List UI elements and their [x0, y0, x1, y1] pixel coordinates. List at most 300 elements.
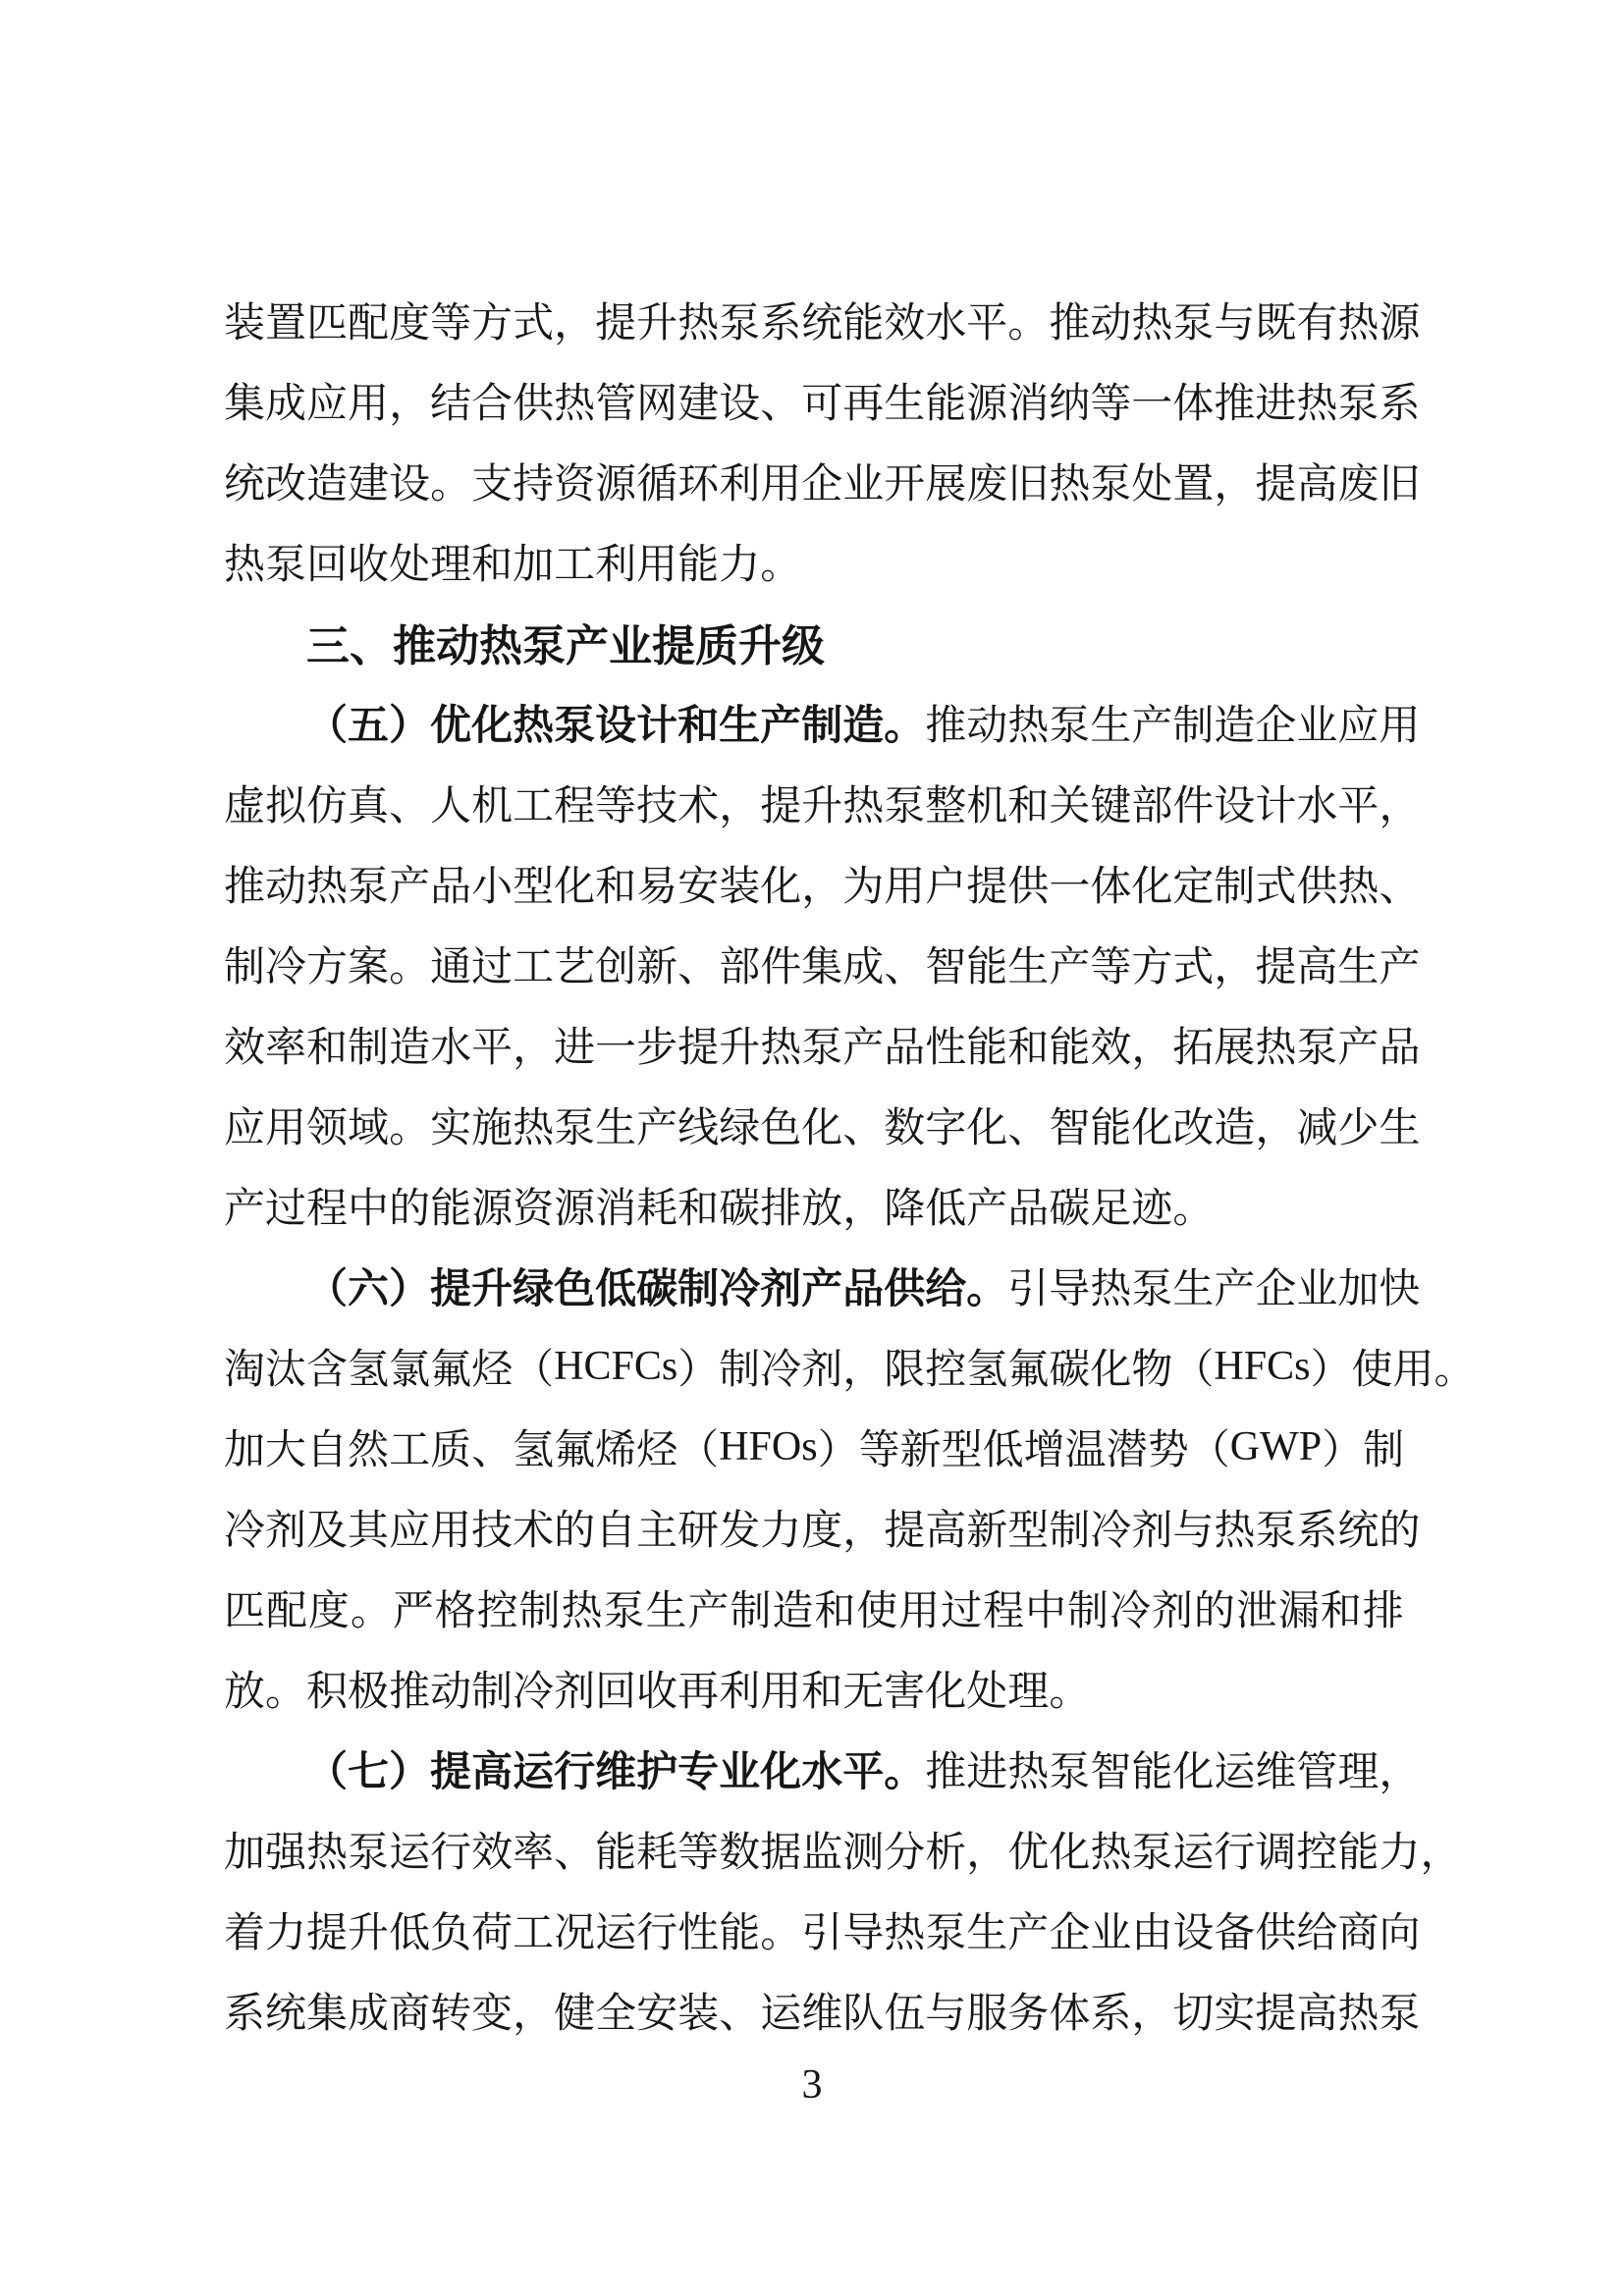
- text-run: 进: [966, 1750, 1008, 1795]
- text-run: 高: [1296, 462, 1338, 507]
- text-run: 化: [760, 865, 802, 910]
- text-run: ）: [389, 1750, 431, 1795]
- text-run: 监: [801, 1831, 843, 1876]
- text-run: 供: [1255, 1911, 1297, 1956]
- text-run: 消: [1007, 382, 1050, 427]
- text-run: 析: [925, 1831, 967, 1876]
- text-run: 推: [1049, 301, 1091, 347]
- text-run: 泵: [1049, 704, 1091, 749]
- text-run: 色: [760, 1106, 802, 1151]
- text-run: 统: [801, 301, 843, 347]
- text-run: 产: [1337, 1026, 1380, 1071]
- text-run: 造: [842, 704, 885, 749]
- text-run: 使: [1351, 1348, 1393, 1393]
- text-run: 式: [1255, 865, 1297, 910]
- text-run: 。: [389, 945, 431, 990]
- text-run: 新: [899, 1428, 942, 1473]
- text-run: 加: [1337, 1267, 1380, 1312]
- text-run: 工: [513, 784, 555, 829]
- text-run: 理: [1007, 1670, 1050, 1715]
- text-run: 力: [719, 543, 761, 588]
- text-run: 度: [389, 301, 431, 347]
- text-run: 展: [1214, 1026, 1256, 1071]
- text-run: 害: [884, 1670, 926, 1715]
- text-run: 工: [513, 1911, 555, 1956]
- text-run: 热: [306, 1831, 349, 1876]
- text-run: 成: [265, 382, 307, 427]
- text-run: 热: [1214, 1509, 1256, 1554]
- text-run: 格: [434, 1589, 476, 1634]
- text-run: 动: [966, 704, 1008, 749]
- text-run: 制: [677, 1267, 720, 1312]
- text-run: 关: [1049, 784, 1091, 829]
- text-run: 氢: [348, 1348, 390, 1393]
- text-run: 统: [1337, 1509, 1380, 1554]
- text-run: 碳: [636, 1267, 678, 1312]
- text-run: ，: [842, 1348, 885, 1393]
- text-run: ）: [389, 704, 431, 749]
- text-line: [224, 1085, 1421, 1165]
- text-run: 化: [554, 865, 596, 910]
- text-run: ）: [817, 1428, 859, 1473]
- text-run: 泵: [348, 865, 390, 910]
- text-run: 设: [719, 382, 761, 427]
- text-run: 用: [430, 1509, 472, 1554]
- text-run: 生: [719, 704, 761, 749]
- text-run: 通: [430, 945, 472, 990]
- text-run: 步: [636, 1026, 678, 1071]
- text-run: ，: [842, 1187, 885, 1232]
- text-run: 过: [941, 1589, 983, 1634]
- text-run: 主: [636, 1509, 678, 1554]
- text-run: 设: [389, 462, 431, 507]
- text-line: [224, 602, 1404, 682]
- text-run: 无: [842, 1670, 885, 1715]
- text-run: 域: [348, 1106, 390, 1151]
- text-run: 企: [1049, 1911, 1091, 1956]
- text-run: 氯: [389, 1348, 431, 1393]
- text-run: 烃: [471, 1348, 514, 1393]
- text-run: 力: [1379, 1831, 1421, 1876]
- text-run: 利: [719, 462, 761, 507]
- text-line: [224, 924, 1421, 1004]
- text-run: 低: [595, 1267, 637, 1312]
- text-run: 产: [687, 1589, 730, 1634]
- text-run: 提: [1255, 1992, 1297, 2037]
- text-run: 虚: [224, 784, 266, 829]
- text-run: 向: [1379, 1911, 1421, 1956]
- text-line: [224, 1246, 1421, 1326]
- text-run: ）: [1322, 1428, 1364, 1473]
- text-run: 。: [389, 1106, 431, 1151]
- text-run: 制: [1049, 1509, 1091, 1554]
- text-run: 热: [1090, 1267, 1132, 1312]
- text-run: 键: [1090, 784, 1132, 829]
- text-run: 制: [348, 1026, 390, 1071]
- text-run: 源: [554, 1187, 596, 1232]
- text-run: 升: [738, 622, 782, 670]
- text-run: 产: [1049, 945, 1091, 990]
- text-run: 件: [1172, 784, 1215, 829]
- text-run: 处: [1131, 462, 1173, 507]
- text-run: 行: [1214, 1831, 1256, 1876]
- text-run: 拓: [1172, 1026, 1215, 1071]
- text-run: 旧: [1379, 462, 1421, 507]
- text-run: 造: [1214, 704, 1256, 749]
- text-run: 产: [1379, 945, 1421, 990]
- text-run: 绿: [719, 1106, 761, 1151]
- text-run: （: [1188, 1428, 1230, 1473]
- text-run: 企: [801, 462, 843, 507]
- text-run: 用: [348, 382, 390, 427]
- text-run: 升: [719, 1026, 761, 1071]
- text-run: 热: [1007, 704, 1050, 749]
- text-run: 剂: [760, 1267, 802, 1312]
- text-run: 增: [1023, 1428, 1065, 1473]
- text-run: 统: [265, 1992, 307, 2037]
- text-run: 质: [695, 622, 738, 670]
- text-run: 动: [265, 865, 307, 910]
- text-run: 的: [1379, 1509, 1421, 1554]
- text-run: ，: [719, 784, 761, 829]
- text-run: 六: [348, 1267, 390, 1312]
- document-body: [224, 280, 1476, 2051]
- text-run: 制: [730, 1589, 772, 1634]
- text-run: 造: [389, 1026, 431, 1071]
- text-run: 力: [760, 1509, 802, 1554]
- text-run: 支: [471, 462, 514, 507]
- text-run: 方: [306, 945, 349, 990]
- text-run: 应: [306, 382, 349, 427]
- text-run: 生: [966, 1911, 1008, 1956]
- text-run: 能: [1131, 1750, 1173, 1795]
- text-run: 、: [884, 945, 926, 990]
- text-run: 耗: [636, 1831, 678, 1876]
- text-run: 放: [801, 1187, 843, 1232]
- text-run: 维: [801, 1992, 843, 2037]
- text-run: 动: [430, 1670, 472, 1715]
- text-run: 管: [1296, 1750, 1338, 1795]
- text-run: ，: [1255, 1106, 1297, 1151]
- text-run: 消: [595, 1187, 637, 1232]
- text-run: 化: [1049, 1831, 1091, 1876]
- text-run: 。: [966, 1267, 1008, 1312]
- text-run: 优: [1007, 1831, 1050, 1876]
- text-run: 给: [1296, 1911, 1338, 1956]
- text-run: 导: [1049, 1267, 1091, 1312]
- text-run: 源: [1379, 301, 1421, 347]
- text-run: 控: [476, 1589, 518, 1634]
- text-run: 。: [1007, 301, 1050, 347]
- text-run: 队: [842, 1992, 885, 2037]
- text-run: 等: [858, 1428, 900, 1473]
- text-run: 型: [941, 1428, 983, 1473]
- text-line: [224, 843, 1421, 924]
- text-run: 排: [1362, 1589, 1404, 1634]
- text-run: 冷: [513, 1670, 555, 1715]
- paragraph: [224, 1246, 1476, 1729]
- text-run: 率: [265, 1026, 307, 1071]
- text-run: 拟: [265, 784, 307, 829]
- text-run: 用: [884, 865, 926, 910]
- text-run: 匹: [224, 1589, 266, 1634]
- text-run: 能: [719, 1911, 761, 1956]
- text-run: 限: [884, 1348, 926, 1393]
- text-run: 业: [1090, 1911, 1132, 1956]
- text-run: 能: [1337, 1831, 1380, 1876]
- text-run: 再: [677, 1670, 720, 1715]
- text-run: 五: [348, 704, 390, 749]
- text-run: 专: [677, 1750, 720, 1795]
- text-run: 品: [1379, 1026, 1421, 1071]
- text-run: 回: [595, 1670, 637, 1715]
- text-run: 置: [1172, 462, 1215, 507]
- text-run: 品: [1007, 1187, 1050, 1232]
- text-run: 成: [348, 1992, 390, 2037]
- text-run: 建: [348, 462, 390, 507]
- text-run: 利: [595, 543, 637, 588]
- text-run: 设: [595, 704, 637, 749]
- text-run: 热: [561, 1589, 603, 1634]
- text-run: 务: [1007, 1992, 1050, 2037]
- text-run: 三: [306, 622, 350, 670]
- text-run: 泵: [1131, 1267, 1173, 1312]
- text-run: 热: [513, 1106, 555, 1151]
- text-run: 制: [1363, 1428, 1405, 1473]
- text-run: 业: [719, 1750, 761, 1795]
- text-run: 热: [1131, 301, 1173, 347]
- text-run: 可: [801, 382, 843, 427]
- text-run: 用: [1392, 1348, 1435, 1393]
- text-run: 安: [677, 865, 720, 910]
- text-run: 能: [925, 382, 967, 427]
- text-run: 势: [1147, 1428, 1189, 1473]
- text-run: 进: [1255, 382, 1297, 427]
- text-run: 业: [609, 622, 652, 670]
- text-run: 性: [677, 1911, 720, 1956]
- text-run: 剂: [554, 1670, 596, 1715]
- paragraph: [224, 682, 1421, 1246]
- text-run: 、: [350, 622, 393, 670]
- text-run: 着: [224, 1911, 266, 1956]
- text-run: 化: [1090, 1348, 1132, 1393]
- text-run: ）: [1310, 1348, 1352, 1393]
- text-run: 应: [389, 1509, 431, 1554]
- text-run: HFOs: [719, 1424, 818, 1469]
- text-run: 能: [966, 1026, 1008, 1071]
- text-run: 供: [1296, 865, 1338, 910]
- text-run: 改: [1172, 1106, 1215, 1151]
- text-run: 纳: [1049, 382, 1091, 427]
- text-run: 制: [518, 1589, 561, 1634]
- text-run: 用: [898, 1589, 941, 1634]
- text-run: 、: [1379, 865, 1421, 910]
- text-run: 升: [801, 784, 843, 829]
- text-run: （: [306, 704, 349, 749]
- text-run: 化: [925, 1670, 967, 1715]
- text-line: [224, 360, 1421, 441]
- text-run: 应: [224, 1106, 266, 1151]
- text-run: 剂: [265, 1509, 307, 1554]
- text-run: 化: [471, 704, 514, 749]
- text-run: 热: [1337, 865, 1380, 910]
- text-run: 废: [1337, 462, 1380, 507]
- text-run: 加: [224, 1831, 266, 1876]
- text-run: 制: [1067, 1589, 1110, 1634]
- text-line: [224, 1487, 1421, 1568]
- text-run: 泵: [1337, 382, 1380, 427]
- text-run: 业: [1296, 704, 1338, 749]
- text-run: 加: [513, 543, 555, 588]
- text-run: 一: [1131, 382, 1173, 427]
- text-run: 剂: [801, 1348, 843, 1393]
- text-run: 。: [760, 1911, 802, 1956]
- text-run: 和: [1007, 1026, 1050, 1071]
- text-run: 。: [884, 1750, 926, 1795]
- text-run: 严: [392, 1589, 434, 1634]
- text-run: 数: [884, 1106, 926, 1151]
- text-run: 与: [1172, 1509, 1215, 1554]
- text-run: （: [513, 1348, 555, 1393]
- text-run: 和: [471, 543, 514, 588]
- text-run: （: [677, 1428, 720, 1473]
- text-run: 行: [636, 1911, 678, 1956]
- text-run: 汰: [265, 1348, 307, 1393]
- text-run: 和: [801, 1670, 843, 1715]
- text-run: 制: [719, 1348, 761, 1393]
- text-run: 提: [1255, 462, 1297, 507]
- text-run: 能: [677, 543, 720, 588]
- text-run: 泵: [1379, 1992, 1421, 2037]
- text-run: 力: [265, 1911, 307, 1956]
- text-run: 方: [471, 301, 514, 347]
- text-run: 置: [265, 301, 307, 347]
- text-run: 应: [1337, 704, 1380, 749]
- text-run: 热: [760, 1026, 802, 1071]
- text-run: 产: [966, 1187, 1008, 1232]
- text-run: 氟: [430, 1348, 472, 1393]
- text-run: 优: [430, 704, 472, 749]
- text-run: 化: [1131, 1106, 1173, 1151]
- text-run: 实: [430, 1106, 472, 1151]
- text-run: 低: [389, 1911, 431, 1956]
- text-run: 过: [265, 1187, 307, 1232]
- text-run: 负: [430, 1911, 472, 1956]
- text-run: 泵: [554, 1106, 596, 1151]
- text-run: 提: [677, 1026, 720, 1071]
- text-run: 。: [350, 1589, 392, 1634]
- text-run: 产: [842, 1026, 885, 1071]
- text-run: 生: [1337, 945, 1380, 990]
- text-run: ，: [1420, 1831, 1462, 1876]
- text-run: 提: [1255, 945, 1297, 990]
- text-run: 管: [595, 382, 637, 427]
- text-run: 升: [348, 1911, 390, 1956]
- text-run: 型: [513, 865, 555, 910]
- text-run: 全: [595, 1992, 637, 2037]
- text-run: 与: [925, 1992, 967, 2037]
- text-run: 强: [265, 1831, 307, 1876]
- text-run: 提: [884, 1509, 926, 1554]
- text-run: 冷: [224, 1509, 266, 1554]
- text-run: 热: [884, 1911, 926, 1956]
- text-run: 据: [760, 1831, 802, 1876]
- text-run: 智: [925, 945, 967, 990]
- text-run: 切: [1172, 1992, 1215, 2037]
- text-run: 泵: [801, 1026, 843, 1071]
- text-run: 户: [925, 865, 967, 910]
- text-run: 和: [1320, 1589, 1362, 1634]
- text-run: 程: [554, 784, 596, 829]
- text-run: 泵: [1296, 1026, 1338, 1071]
- text-run: 七: [348, 1750, 390, 1795]
- text-run: 新: [966, 1509, 1008, 1554]
- text-run: 运: [513, 1750, 555, 1795]
- text-run: 处: [389, 543, 431, 588]
- text-run: 用: [760, 1670, 802, 1715]
- text-run: 。: [1172, 1187, 1215, 1232]
- text-run: 的: [389, 1187, 431, 1232]
- text-run: 生: [645, 1589, 687, 1634]
- text-run: 产: [224, 1187, 266, 1232]
- text-run: ）: [389, 1267, 431, 1312]
- text-run: 给: [925, 1267, 967, 1312]
- text-run: 平: [471, 1026, 514, 1071]
- text-run: 合: [471, 382, 514, 427]
- text-run: 持: [513, 462, 555, 507]
- text-run: 计: [1255, 784, 1297, 829]
- text-run: 设: [1214, 784, 1256, 829]
- text-run: 集: [801, 945, 843, 990]
- text-run: 。: [1434, 1348, 1476, 1393]
- text-run: 热: [1255, 1026, 1297, 1071]
- text-run: 维: [1255, 1750, 1297, 1795]
- text-run: 提: [760, 784, 802, 829]
- text-run: 品: [884, 1026, 926, 1071]
- text-run: 循: [636, 462, 678, 507]
- text-run: 利: [719, 1670, 761, 1715]
- text-run: 一: [1049, 865, 1091, 910]
- text-run: 理: [1337, 1750, 1380, 1795]
- text-line: [224, 682, 1421, 763]
- text-run: 的: [554, 1509, 596, 1554]
- text-run: 新: [636, 945, 678, 990]
- text-run: 中: [348, 1187, 390, 1232]
- text-run: 网: [636, 382, 678, 427]
- text-run: 统: [224, 462, 266, 507]
- text-run: ，: [1131, 1992, 1173, 2037]
- text-run: 推: [389, 1670, 431, 1715]
- text-run: 等: [595, 784, 637, 829]
- text-run: 数: [719, 1831, 761, 1876]
- text-run: 推: [1214, 382, 1256, 427]
- text-run: 源: [471, 1187, 514, 1232]
- text-run: 智: [1090, 1750, 1132, 1795]
- text-run: 烃: [636, 1428, 678, 1473]
- text-run: 等: [677, 1831, 720, 1876]
- text-run: 伍: [884, 1992, 926, 2037]
- text-run: 系: [1296, 1509, 1338, 1554]
- text-run: 泵: [265, 543, 307, 588]
- text-run: 维: [595, 1750, 637, 1795]
- text-run: 性: [925, 1026, 967, 1071]
- text-run: 生: [1379, 1106, 1421, 1151]
- text-run: 业: [1296, 1267, 1338, 1312]
- text-line: [224, 521, 1404, 602]
- text-line: [224, 1568, 1404, 1648]
- text-run: 、: [677, 945, 720, 990]
- text-run: 和: [814, 1589, 856, 1634]
